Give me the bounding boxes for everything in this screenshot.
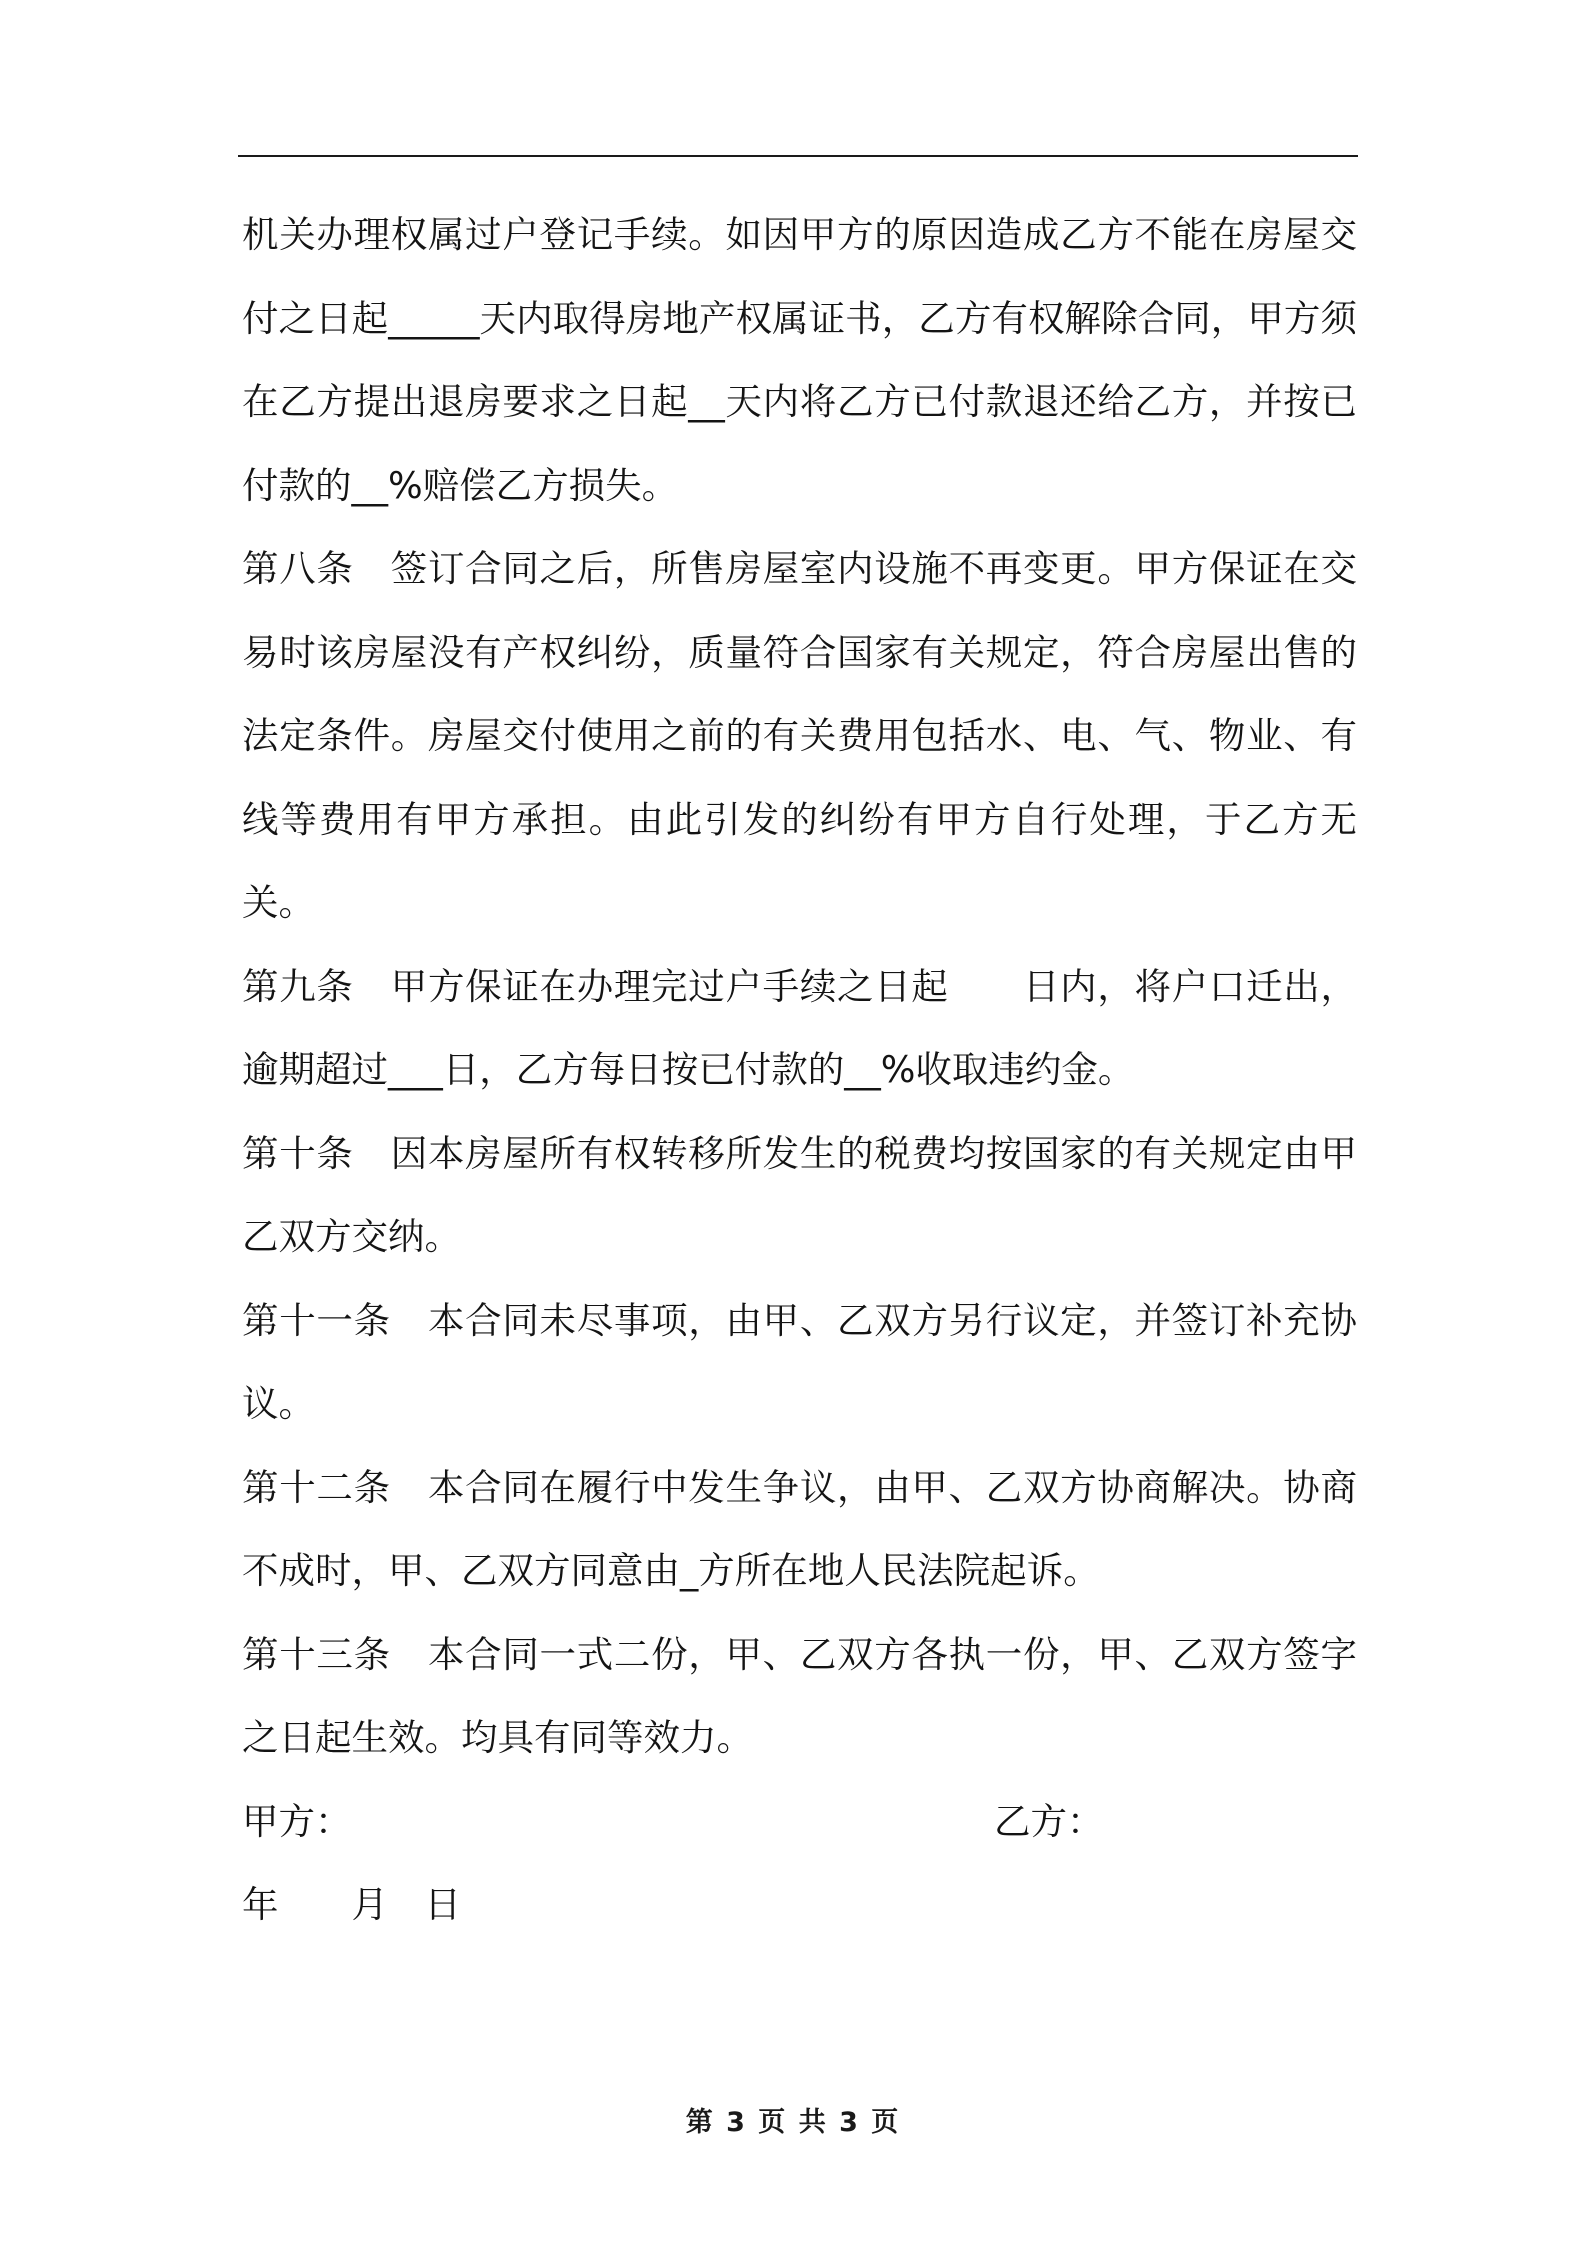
article-8: 第八条 签订合同之后，所售房屋室内设施不再变更。甲方保证在交易时该房屋没有产权纠纷，质量符合国家有关规定，符合房屋出售的法定条件。房屋交付使用之前的有关费用包括水、电、气、物业、有线等费用有甲方承担。由此引发的纠纷有甲方自行处理，于乙方无关。 bbox=[242, 547, 1357, 924]
article-11: 第十一条 本合同未尽事项，由甲、乙双方另行议定，并签订补充协议。 bbox=[242, 1298, 1357, 1425]
article-12: 第十二条 本合同在履行中发生争议，由甲、乙双方协商解决。协商不成时，甲、乙双方同意由_方所在地人民法院起诉。 bbox=[242, 1465, 1357, 1592]
page-footer: 第 3 页 共 3 页 bbox=[685, 2107, 901, 2138]
party-b-signature-label: 乙方： bbox=[994, 1799, 1104, 1843]
header-rule bbox=[238, 155, 1358, 157]
article-13: 第十三条 本合同一式二份，甲、乙双方各执一份，甲、乙双方签字之日起生效。均具有同等效力。 bbox=[242, 1632, 1357, 1759]
date-line: 年 月 日 bbox=[242, 1883, 461, 1926]
party-a-signature-label: 甲方： bbox=[242, 1799, 352, 1843]
signature-row bbox=[242, 1780, 1357, 1864]
article-10: 第十条 因本房屋所有权转移所发生的税费均按国家的有关规定由甲乙双方交纳。 bbox=[242, 1131, 1357, 1258]
contract-body bbox=[242, 193, 1357, 1947]
contract-paragraph-continuation: 机关办理权属过户登记手续。如因甲方的原因造成乙方不能在房屋交付之日起_____天内取得房地产权属证书，乙方有权解除合同，甲方须在乙方提出退房要求之日起__天内将乙方已付款退还给乙方，并按已付款的__%赔偿乙方损失。 bbox=[242, 213, 1357, 507]
article-9: 第九条 甲方保证在办理完过户手续之日起 日内，将户口迁出，逾期超过___日，乙方每日按已付款的__%收取违约金。 bbox=[242, 964, 1357, 1091]
